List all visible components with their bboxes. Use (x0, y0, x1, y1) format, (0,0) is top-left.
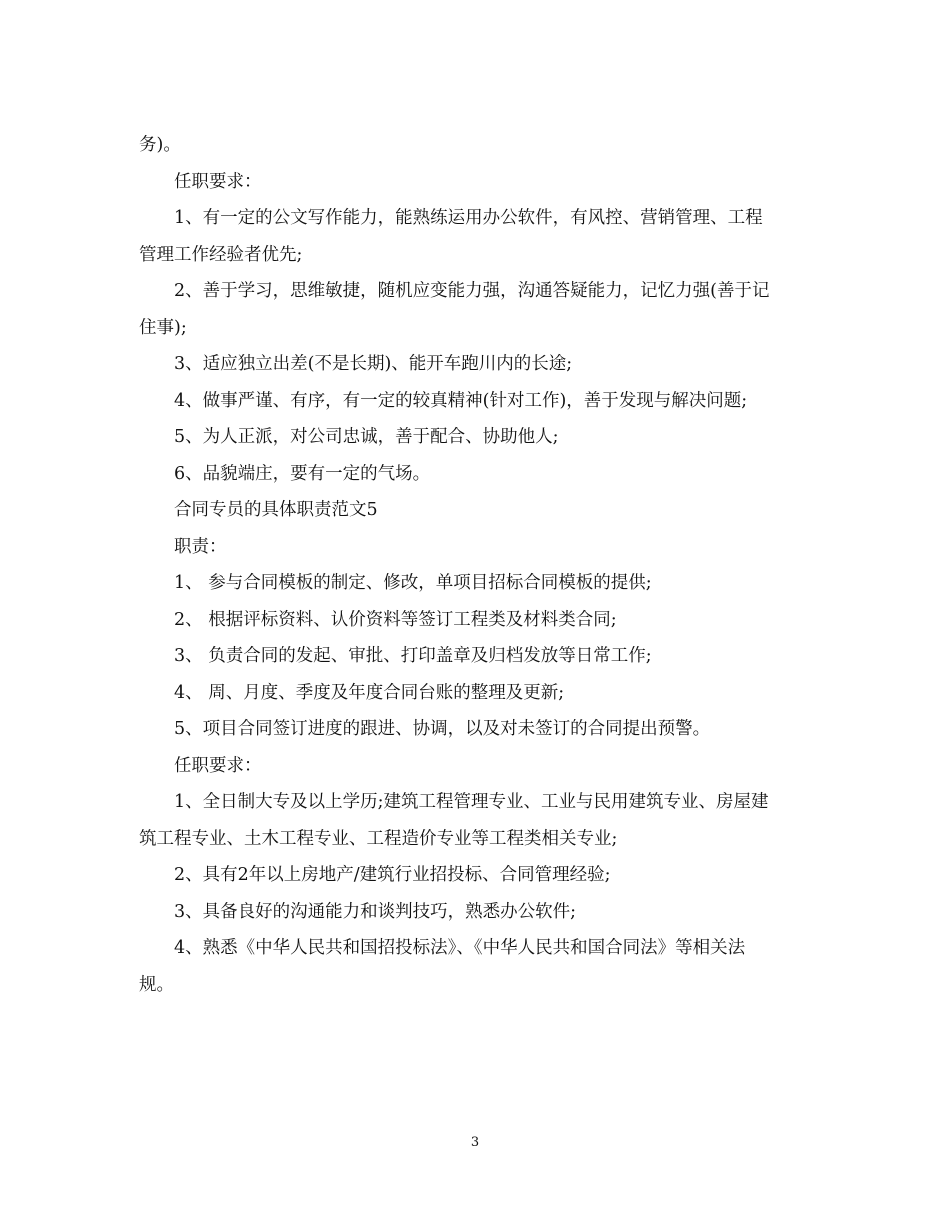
section-heading: 任职要求： (174, 755, 262, 776)
text-line: 5、项目合同签订进度的跟进、协调，以及对未签订的合同提出预警。 (174, 719, 711, 739)
text-line: 5、为人正派，对公司忠诚，善于配合、协助他人; (174, 427, 559, 447)
text-line: 1、有一定的公文写作能力，能熟练运用办公软件，有风控、营销管理、工程 (174, 208, 763, 228)
section-heading: 职责： (174, 536, 227, 557)
text-line: 务)。 (139, 135, 181, 155)
text-line: 3、适应独立出差(不是长期)、能开车跑川内的长途; (174, 354, 573, 374)
text-line: 住事); (139, 317, 187, 338)
text-line: 2、善于学习，思维敏捷，随机应变能力强，沟通答疑能力，记忆力强(善于记 (174, 281, 770, 301)
text-line: 6、品貌端庄，要有一定的气场。 (174, 463, 431, 484)
text-line: 1、全日制大专及以上学历;建筑工程管理专业、工业与民用建筑专业、房屋建 (174, 792, 769, 812)
text-line: 4、熟悉《中华人民共和国招投标法》、《中华人民共和国合同法》等相关法 (174, 938, 746, 958)
text-line: 4、 周、月度、季度及年度合同台账的整理及更新; (174, 682, 565, 703)
text-line: 管理工作经验者优先; (139, 244, 303, 265)
text-line: 1、 参与合同模板的制定、修改，单项目招标合同模板的提供; (174, 573, 652, 593)
text-line: 规。 (139, 974, 174, 995)
text-line: 2、 根据评标资料、认价资料等签订工程类及材料类合同; (174, 609, 617, 630)
section-heading: 任职要求： (174, 171, 262, 192)
text-line: 3、具备良好的沟通能力和谈判技巧，熟悉办公软件; (174, 901, 577, 922)
document-body (139, 127, 819, 1003)
article-title: 合同专员的具体职责范文5 (174, 500, 378, 520)
text-line: 2、具有2年以上房地产/建筑行业招投标、合同管理经验; (174, 865, 611, 885)
text-line: 3、 负责合同的发起、审批、打印盖章及归档发放等日常工作; (174, 646, 652, 666)
page-number: 3 (470, 1135, 480, 1150)
text-line: 筑工程专业、土木工程专业、工程造价专业等工程类相关专业; (139, 828, 618, 849)
text-line: 4、做事严谨、有序，有一定的较真精神(针对工作)，善于发现与解决问题; (174, 390, 748, 411)
